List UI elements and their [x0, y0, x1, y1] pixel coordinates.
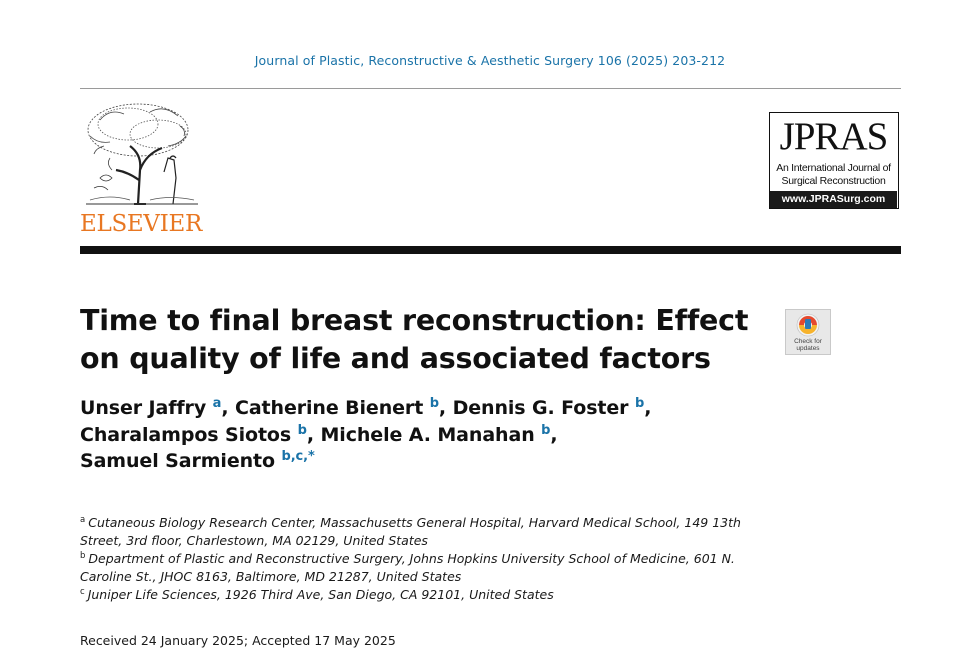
author-name[interactable]: Samuel Sarmiento	[80, 450, 275, 472]
corresponding-author-marker: *	[308, 449, 315, 464]
jpras-title: JPRAS	[779, 115, 888, 158]
affiliation-marker[interactable]: b,c,*	[281, 449, 315, 464]
author-name[interactable]: Catherine Bienert	[234, 397, 424, 419]
article-title	[80, 302, 770, 378]
jpras-logo[interactable]	[769, 112, 899, 209]
affiliations	[80, 514, 780, 604]
journal-citation[interactable]: Journal of Plastic, Reconstructive & Aesthetic Surgery 106 (2025) 203-212	[254, 53, 726, 68]
jpras-url[interactable]: www.JPRASurg.com	[770, 191, 897, 208]
affiliation-marker[interactable]: b	[429, 396, 439, 411]
affiliation-marker[interactable]: b	[297, 422, 307, 438]
check-for-updates-icon	[796, 313, 820, 337]
check-for-updates-label: Check for updates	[794, 338, 822, 352]
elsevier-tree-icon	[80, 100, 204, 208]
affiliation-b: $^b$ Department of Plastic and Reconstructive Surgery, Johns Hopkins University School of Medicine, 601 N. Caroline St., JHOC 8163, Baltimore, MD 21287, United States	[80, 551, 735, 584]
header-divider	[80, 88, 901, 89]
elsevier-wordmark: ELSEVIER	[80, 211, 203, 237]
jpras-subtitle-line2: Surgical Reconstruction	[781, 175, 886, 187]
author-name[interactable]: Michele A. Manahan	[320, 423, 535, 446]
affiliation-marker[interactable]: a	[212, 396, 222, 411]
affiliation-marker[interactable]: b	[541, 422, 551, 438]
article-history: Received 24 January 2025; Accepted 17 May 2025	[80, 633, 396, 648]
author-name[interactable]: Charalampos Siotos	[80, 423, 292, 446]
affiliation-c: $^c$ Juniper Life Sciences, 1926 Third Ave, San Diego, CA 92101, United States	[80, 587, 554, 602]
author-name[interactable]: Unser Jaffry	[80, 397, 207, 419]
article-title-line1: Time to final breast reconstruction: Effect	[80, 304, 749, 337]
jpras-subtitle-line1: An International Journal of	[776, 162, 891, 174]
affiliation-marker[interactable]: b	[634, 396, 645, 411]
author-list: Unser Jaffry $^a$, Catherine Bienert $^b$, Dennis G. Foster $^b$, Charalampos Siotos $^b$, Michele A. Manahan $^b$, Samuel Sarmiento $^{b,c,*}$	[80, 396, 652, 472]
masthead-rule	[80, 246, 901, 254]
affiliation-a: $^a$ Cutaneous Biology Research Center, Massachusetts General Hospital, Harvard Medical School, 149 13th Street, 3rd floor, Charlestown, MA 02129, United States	[80, 515, 741, 548]
elsevier-logo[interactable]	[80, 100, 204, 240]
article-title-line2: on quality of life and associated factors	[80, 342, 711, 375]
author-name[interactable]: Dennis G. Foster	[452, 397, 629, 419]
check-for-updates-button[interactable]	[785, 309, 831, 355]
